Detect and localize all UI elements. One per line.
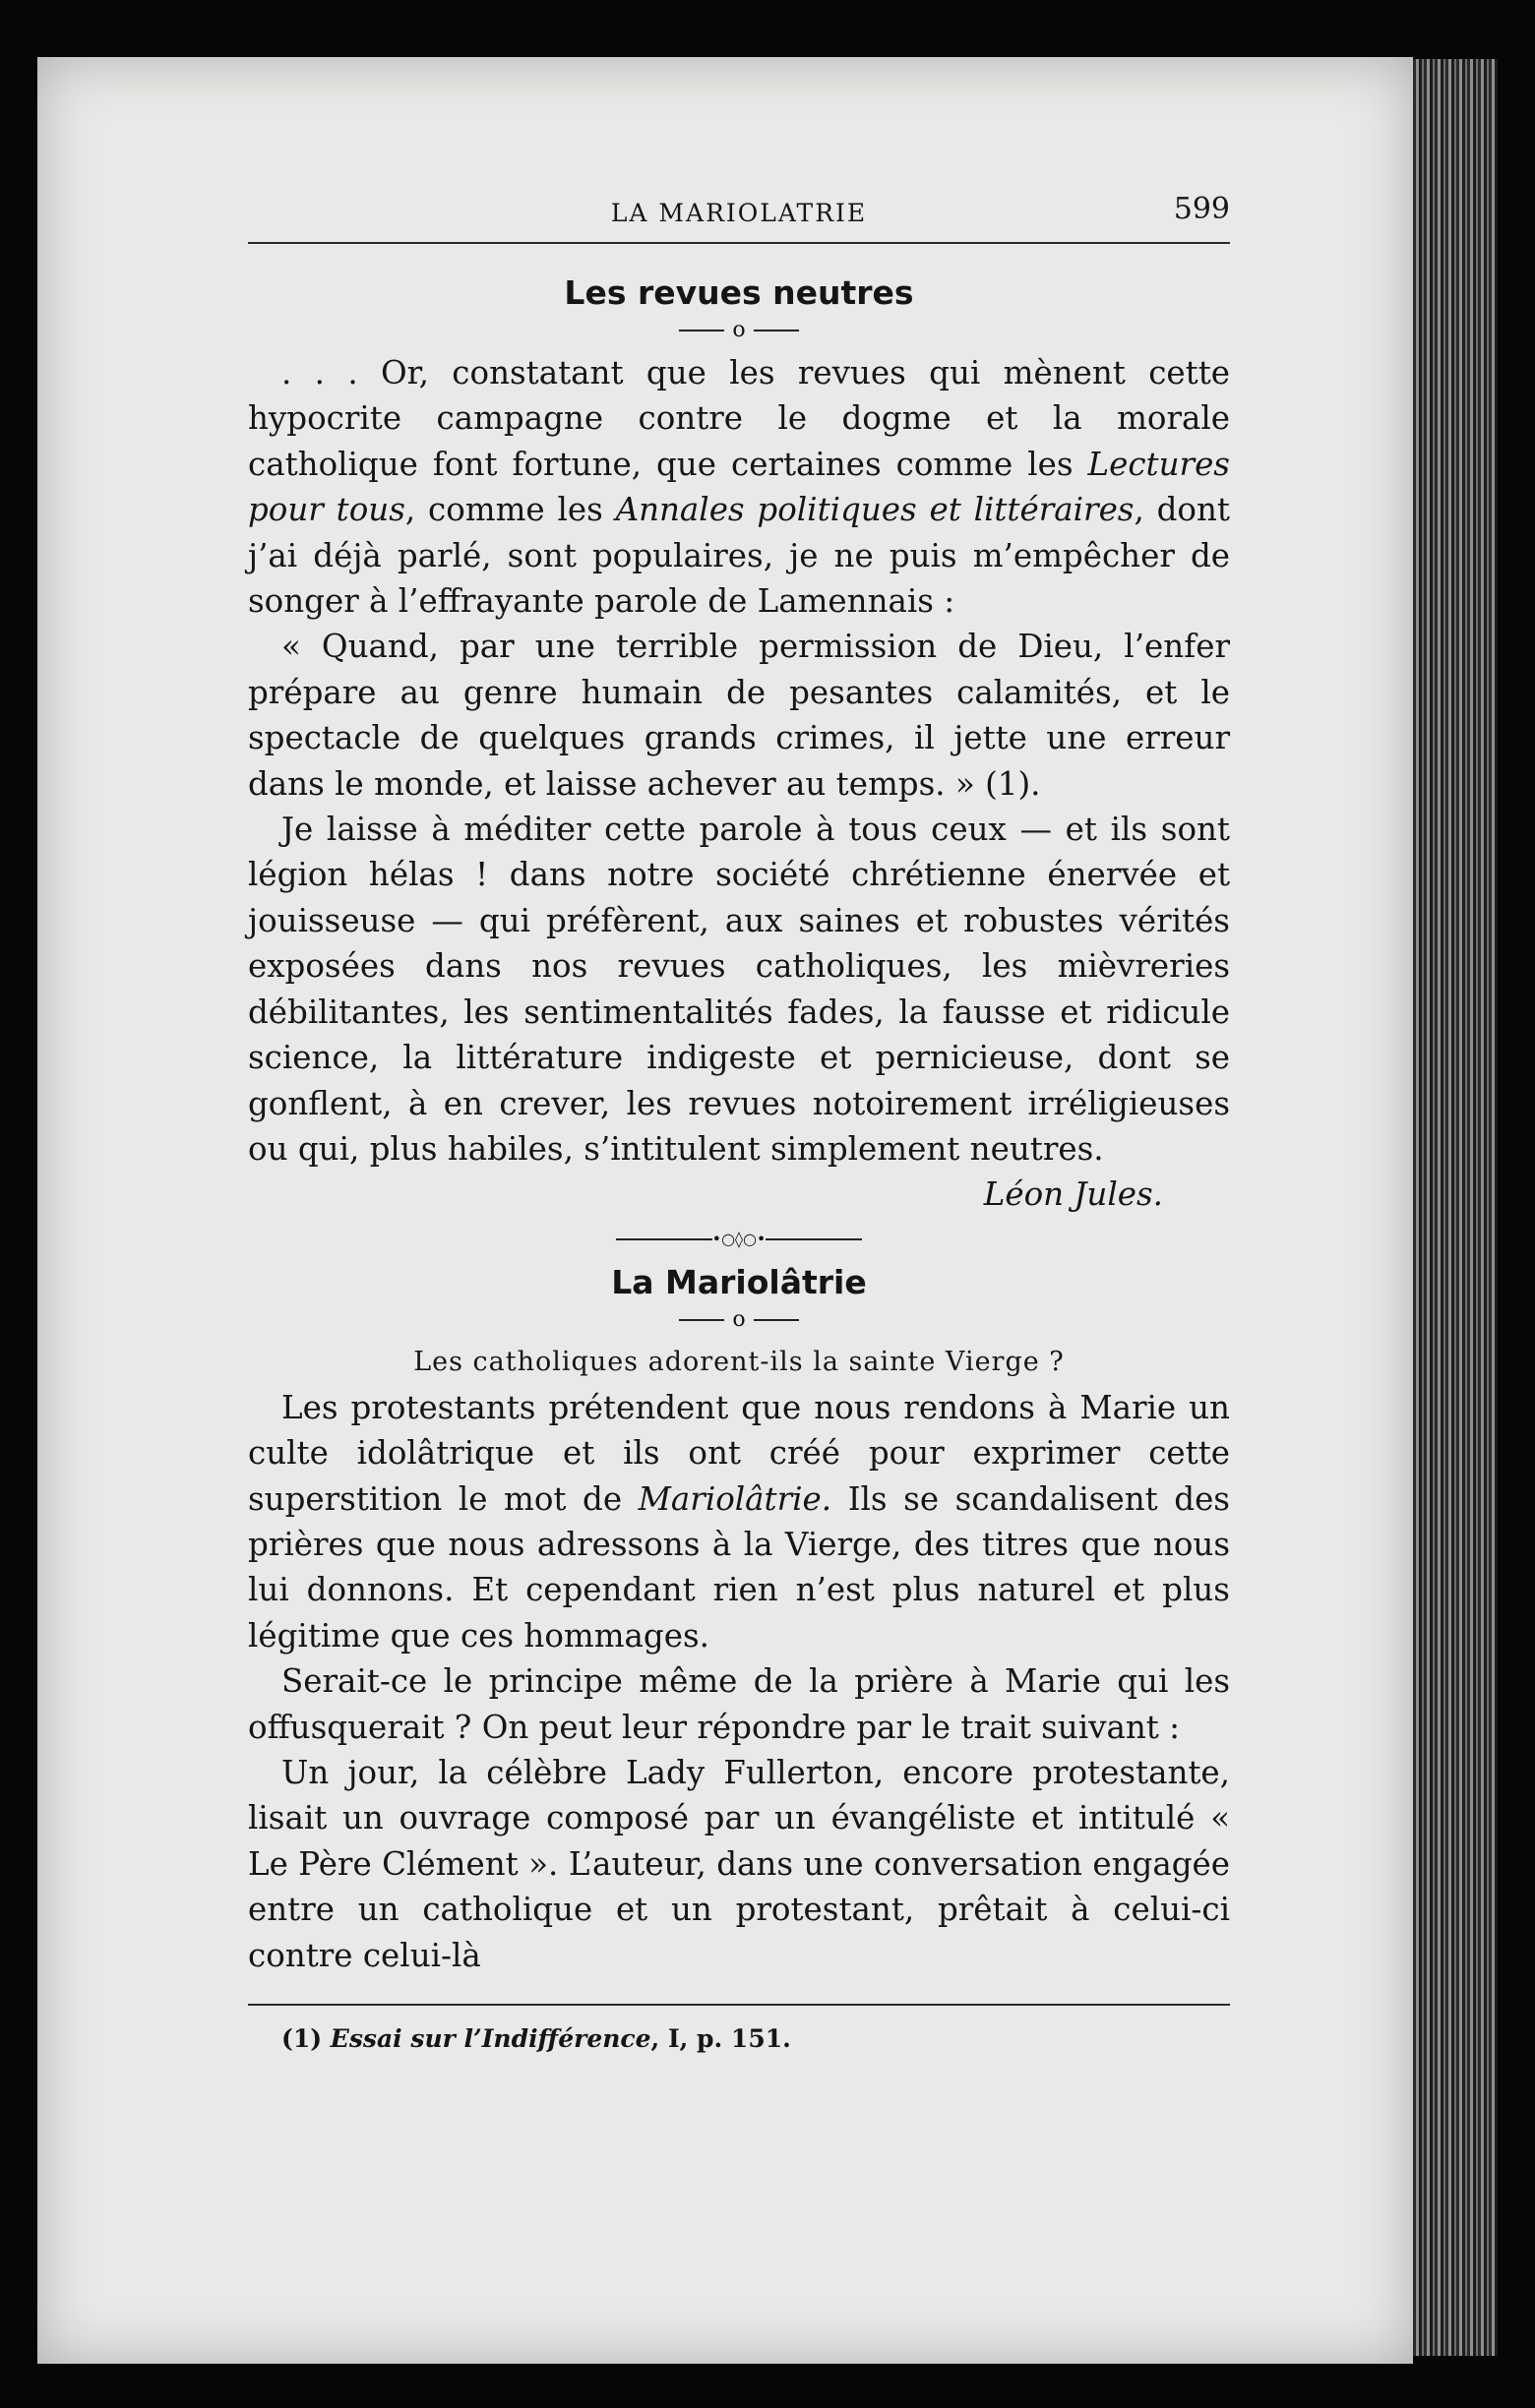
text-run: « Quand, par une terrible permission de Dieu, l’enfer prépare au genre humain de pesantes calamités, et le spectacle de quelques grands crimes, il jette une erreur dans le monde, et laisse achever au temps. » (1). [248, 628, 1230, 803]
section-subtitle: Les catholiques adorent-ils la sainte Vierge ? [413, 1346, 1065, 1377]
paragraph [248, 624, 1230, 807]
signature: Léon Jules. [983, 1175, 1163, 1214]
section-title-revues-neutres: Les revues neutres [564, 273, 914, 312]
page-content [248, 185, 1230, 2059]
text-run: Les protestants prétendent que nous rendons à Marie un culte idolâtrique et ils ont créé pour exprimer cette superstition le mot de [248, 1388, 1230, 1518]
text-run: Ils se scandalisent des prières que nous adressons à la Vierge, des titres que nous lui donnons. Et cependant rien n’est plus naturel et plus légitime que ces hommages. [248, 1479, 1230, 1655]
paragraph [248, 1658, 1230, 1750]
italic-text: Lectures pour tous [248, 445, 1230, 529]
footnote-marker: (1) [281, 2024, 323, 2053]
paragraph [248, 807, 1230, 1172]
running-head [248, 185, 1230, 244]
separator-mark: o [732, 318, 746, 342]
text-run: Je laisse à méditer cette parole à tous ceux — et ils sont légion hélas ! dans notre société chrétienne énervée et jouisseuse — qui préfèrent, aux saines et robustes vérités exposées dans nos revues catholiques, les mièvreries débilitantes, les sentimentalités fades, la fausse et ridicule science, la littérature indigeste et pernicieuse, dont se gonflent, à en crever, les revues notoirement irréligieuses ou qui, plus habiles, s’intitulent simplement neutres. [248, 811, 1230, 1168]
paragraph [248, 1750, 1230, 1978]
page-number: 599 [1173, 192, 1230, 226]
section-body-mariolatrie [248, 1385, 1230, 1978]
page-edges [1413, 59, 1498, 2356]
section-body-revues-neutres [248, 350, 1230, 1172]
title-separator [248, 1306, 1230, 1334]
text-run: , dont j’ai déjà parlé, sont populaires, je ne puis m’empêcher de songer à l’effrayante parole de Lamennais : [248, 491, 1230, 621]
separator-mark: o [732, 1306, 746, 1332]
text-run: Serait-ce le principe même de la prière à Marie qui les offusquerait ? On peut leur répondre par le trait suivant : [248, 1662, 1230, 1746]
paragraph [248, 1385, 1230, 1658]
section-title-mariolatrie: La Mariolâtrie [611, 1262, 867, 1301]
text-run: , comme les [404, 491, 616, 529]
footnote [248, 2019, 1230, 2059]
paragraph [248, 350, 1230, 624]
book-page [37, 57, 1413, 2364]
italic-text: Annales politiques et littéraires [615, 491, 1135, 529]
text-run: Un jour, la célèbre Lady Fullerton, encore protestante, lisait un ouvrage composé par un évangéliste et intitulé « Le Père Clément ». L’auteur, dans une conversation engagée entre un catholique et un protestant, prêtait à celui-ci contre celui-là [248, 1753, 1230, 1974]
running-title: LA MARIOLATRIE [610, 199, 868, 227]
title-separator [248, 317, 1230, 344]
text-run: . . . Or, constatant que les revues qui mènent cette hypocrite campagne contre le dogme et la morale catholique font fortune, que certaines comme les [248, 354, 1230, 483]
italic-text: Mariolâtrie. [638, 1479, 832, 1518]
footnote-reference: , I, p. 151. [650, 2024, 791, 2053]
ornament-glyph: •○◊○• [711, 1229, 767, 1248]
footnote-work-title: Essai sur l’Indifférence [330, 2024, 651, 2053]
section-ornament [248, 1230, 1230, 1249]
footnote-rule [248, 2004, 1230, 2006]
